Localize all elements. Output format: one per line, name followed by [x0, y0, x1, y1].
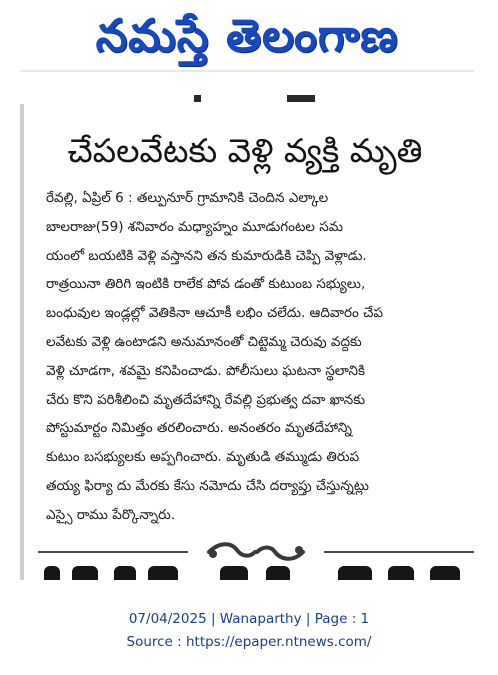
text-fragment-mark: [220, 566, 248, 580]
text-fragment-mark: [430, 566, 460, 580]
footer-date-edition: 07/04/2025 | Wanaparthy | Page : 1: [128, 611, 370, 627]
text-fragment-mark: [148, 566, 178, 580]
body-line: బాలరాజు(59) శనివారం మధ్యాహ్నం మూడుగంటల సమ: [46, 218, 344, 235]
text-fragment-mark: [338, 566, 372, 580]
text-fragment-mark: [72, 566, 98, 580]
text-fragment-mark: [114, 566, 136, 580]
body-line: పోస్టుమార్టం నిమిత్తం తరలించారు. అనంతరం మృతదేహాన్ని: [46, 420, 352, 437]
body-line: చేరు కొని పరిశీలించి మృతదేహాన్ని రేవల్లి ప్రభుత్వ దవా ఖానకు: [46, 391, 365, 408]
separator-rule-left: [38, 551, 188, 553]
text-fragment-mark: [194, 95, 201, 102]
newspaper-clipping: [20, 0, 474, 580]
ornament-icon: [201, 540, 311, 564]
body-line: లవేటకు వెళ్లి ఉంటాడని అనుమానంతో చిట్టెమ్మ చెరువు వద్దకు: [46, 333, 362, 350]
article-separator: [38, 540, 474, 564]
article-headline: చేపలవేటకు వెళ్లి వ్యక్తి మృతి: [67, 131, 423, 170]
text-fragment-mark: [388, 566, 414, 580]
previous-article-fragment: [46, 90, 356, 106]
body-line: రాత్రయినా తిరిగి ఇంటికి రాలేక పోవ డంతో కుటుంబ సభ్యులు,: [46, 276, 366, 293]
article-body: [46, 184, 472, 530]
footer-source: Source : https://epaper.ntnews.com/: [126, 634, 372, 650]
body-line: తయ్య ఫిర్యా దు మేరకు కేసు నమోదు చేసి దర్యాప్తు చేస్తున్నట్లు: [46, 477, 369, 494]
masthead: [20, 2, 474, 68]
column-edge: [20, 104, 24, 580]
body-line: రేవల్లి, ఏప్రిల్ 6 : తల్పునూర్ గ్రామానికి చెందిన ఎల్కాల: [46, 190, 329, 206]
text-fragment-mark: [266, 566, 290, 580]
next-headline-fragment: [20, 566, 474, 580]
body-line: వెళ్లి చూడగా, శవమై కనిపించాడు. పోలీసులు ఘటనా స్థలానికి: [46, 362, 366, 379]
body-line: కుటుం బసభ్యులకు అప్పగించారు. మృతుడి తమ్ముడు తిరుప: [46, 449, 360, 466]
masthead-title: నమస్తే తెలంగాణ: [95, 8, 399, 62]
text-fragment-mark: [44, 566, 60, 580]
source-footer: [0, 608, 498, 654]
text-fragment-mark: [287, 95, 315, 102]
body-line: యంలో బయటికి వెళ్లి వస్తానని తన కుమారుడికి చెప్పి వెళ్లాడు.: [46, 247, 367, 264]
separator-rule-right: [324, 551, 474, 553]
body-line: బంధువుల ఇండ్లల్లో వెతికినా ఆచూకీ లభిం చలేదు. ఆదివారం చేప: [46, 305, 384, 322]
body-line: ఎస్సై రాము పేర్కొన్నారు.: [46, 506, 176, 523]
masthead-rule: [20, 70, 474, 72]
